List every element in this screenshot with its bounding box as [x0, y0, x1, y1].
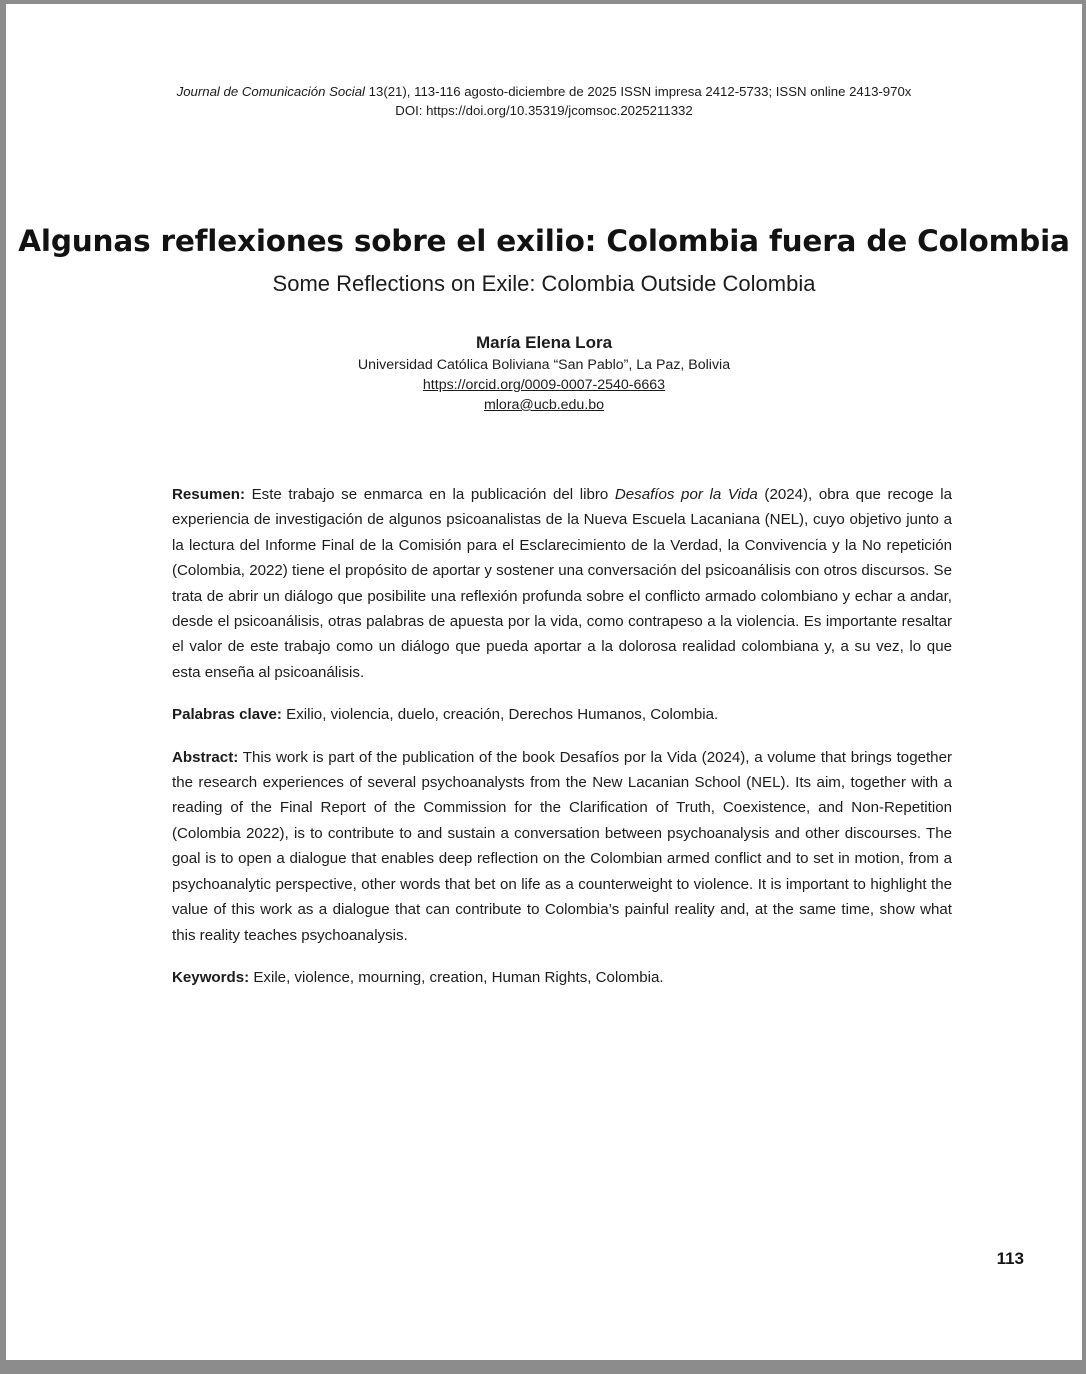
abstract-spanish-label: Resumen: [172, 486, 245, 503]
running-head-journal-name: Journal de Comunicación Social [176, 84, 365, 99]
abstract-column [172, 482, 952, 990]
running-head-citation: 13(21), 113-116 agosto-diciembre de 2025 ISSN impresa 2412-5733; ISSN online 2413-970x [365, 84, 912, 99]
keywords-spanish-label: Palabras clave: [172, 706, 282, 724]
keywords-english-text: Exile, violence, mourning, creation, Human Rights, Colombia. [249, 968, 664, 986]
page-number: 113 [996, 1249, 1024, 1268]
abstract-spanish-text-part2: (2024), obra que recoge la experiencia de investigación de algunos psicoanalistas de la Nueva Escuela Lacaniana (NEL), cuyo objetivo junto a la lectura del Informe Final de la Comisión para el Esclarecimiento de la Verdad, la Convivencia y la No repetición (Colombia, 2022) tiene el propósito de aportar y sostener una conversación del psicoanálisis con otros discursos. Se trata de abrir un diálogo que posibilite una reflexión profunda sobre el conflicto armado colombiano y echar a andar, desde el psicoanálisis, otras palabras de apuesta por la vida, como contrapeso a la violencia. Es importante resaltar el valor de este trabajo como un diálogo que pueda aportar a la dolorosa realidad colombiana y, a su vez, lo que esta enseña al psicoanálisis. [172, 486, 952, 681]
author-email-link[interactable]: mlora@ucb.edu.bo [483, 397, 605, 413]
abstract-spanish-text-part1: Este trabajo se enmarca en la publicación del libro [244, 486, 615, 503]
abstract-spanish [172, 482, 952, 685]
keywords-english-label: Keywords: [172, 968, 250, 986]
keywords-spanish-text: Exilio, violencia, duelo, creación, Derechos Humanos, Colombia. [281, 706, 719, 724]
keywords-english [172, 965, 952, 990]
page-content-area [6, 4, 1082, 1360]
running-head [6, 82, 1082, 120]
abstract-english [172, 745, 952, 948]
page-subtitle: Some Reflections on Exile: Colombia Outside Colombia [272, 271, 816, 297]
author-name: María Elena Lora [475, 333, 613, 352]
abstract-spanish-book-title: Desafíos por la Vida [614, 486, 758, 503]
author-block [6, 331, 1082, 415]
abstract-english-label: Abstract: [172, 748, 239, 766]
abstract-english-text: This work is part of the publication of the book Desafíos por la Vida (2024), a volume that brings together the research experiences of several psychoanalysts from the New Lacanian School (NEL). Its aim, together with a reading of the Final Report of the Commission for the Clarification of Truth, Coexistence, and Non-Repetition (Colombia 2022), is to contribute to and sustain a conversation between psychoanalysis and other discourses. The goal is to open a dialogue that enables deep reflection on the Colombian armed conflict and to set in motion, from a psychoanalytic perspective, other words that bet on life as a counterweight to violence. It is important to highlight the value of this work as a dialogue that can contribute to Colombia’s painful reality and, at the same time, show what this reality teaches psychoanalysis. [172, 748, 952, 944]
page-title: Algunas reflexiones sobre el exilio: Colombia fuera de Colombia [18, 223, 1070, 258]
keywords-spanish [172, 702, 952, 727]
document-page [6, 4, 1082, 1360]
author-orcid-link[interactable]: https://orcid.org/0009-0007-2540-6663 [422, 377, 666, 393]
author-affiliation: Universidad Católica Boliviana “San Pablo”, La Paz, Bolivia [357, 357, 731, 373]
running-head-doi: DOI: https://doi.org/10.35319/jcomsoc.2025211332 [395, 103, 693, 118]
